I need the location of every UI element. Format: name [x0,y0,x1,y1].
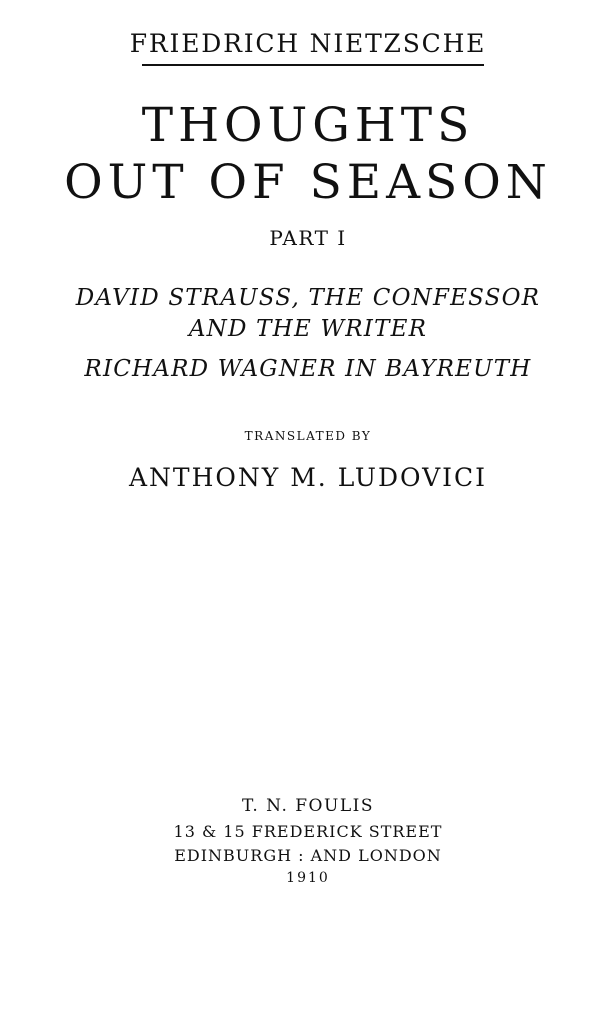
contents-line-3: RICHARD WAGNER IN BAYREUTH [84,356,532,382]
publisher-address-line-1: 13 & 15 FREDERICK STREET [173,822,443,841]
translated-by-label: TRANSLATED BY [244,429,372,443]
publisher-name: T. N. FOULIS [242,796,374,816]
book-title-line-2: OUT OF SEASON [64,155,552,210]
translator-name: ANTHONY M. LUDOVICI [128,463,488,492]
book-title-line-1: THOUGHTS [141,98,475,153]
publisher-address-line-2: EDINBURGH : AND LONDON [174,846,442,865]
author-name: FRIEDRICH NIETZSCHE [129,29,487,58]
contents-line-1: DAVID STRAUSS, THE CONFESSOR [75,285,541,311]
author-rule [142,64,484,66]
publication-year: 1910 [286,870,330,886]
part-label: PART I [269,226,347,250]
contents-line-2: AND THE WRITER [188,316,428,342]
